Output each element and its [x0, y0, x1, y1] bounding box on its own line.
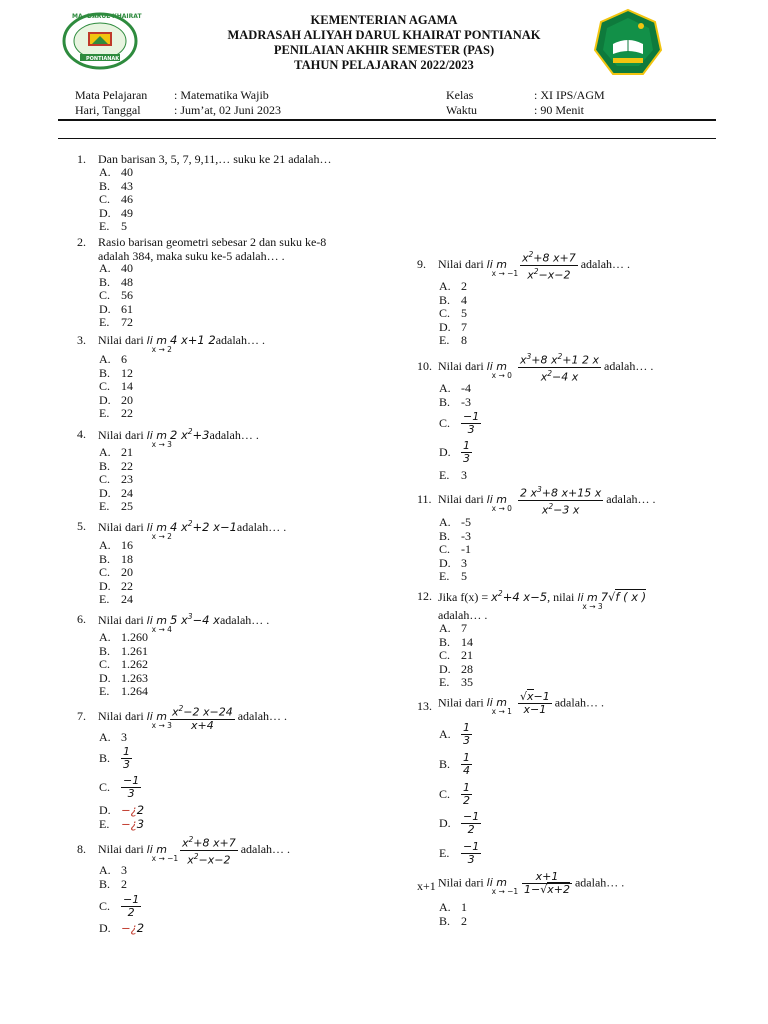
header-divider [58, 119, 716, 121]
question-text: Nilai dari li m x → 2 4 x+1 2adalah… . [98, 333, 265, 354]
option: E. 3 [439, 468, 467, 482]
question-4 [77, 427, 259, 449]
mapel-value: : Matematika Wajib [174, 88, 269, 102]
option: B. -3 [439, 395, 471, 409]
q9-options [439, 280, 467, 348]
option: A. 7 [439, 621, 467, 635]
question-number: 12. [417, 589, 432, 603]
fraction: $\frac{x^2-2 x-24}{x+4}$ [171, 704, 233, 732]
fraction: $\frac{-1}{2}$ [123, 893, 140, 919]
fraction: $\frac{1}{3}$ [123, 745, 130, 771]
option: D. −¿2 [99, 803, 145, 817]
option: B. 12 [99, 365, 133, 380]
option: A. 1.260 [99, 630, 148, 644]
q1-options [99, 166, 133, 234]
option: B. 2 [99, 877, 127, 891]
fraction: $\frac{x^2+8 x+7}{x^2-x-2}$ [181, 835, 236, 867]
option: A. -4 [439, 381, 471, 395]
option: C. 20 [99, 565, 133, 580]
option: E. 25 [99, 499, 133, 514]
option: D. 24 [99, 485, 133, 500]
option: E. −¿3 [99, 817, 145, 831]
option: A. 2 [439, 279, 467, 293]
limit-symbol: li m x → 0 [486, 359, 512, 380]
limit-symbol: li m x → 3 [146, 710, 172, 731]
question-10-text: Nilai dari li m x → 0 $\frac{x^3+8 x^2+1 2 x}{x^2-4 x}$ adalah… . [438, 352, 654, 384]
question-number: 10. [417, 359, 432, 373]
option: C. 56 [99, 288, 133, 303]
q12-options [439, 622, 473, 690]
header-divider-thin [58, 138, 716, 139]
limit-symbol: li m x → −1 [146, 842, 179, 863]
fraction: $\frac{x^3+8 x^2+1 2 x}{x^2-4 x}$ [519, 352, 600, 384]
fraction: $\frac{-1}{3}$ [463, 410, 480, 436]
option: D. $\frac{-1}{2}$ [439, 810, 480, 836]
question-text: Dan barisan 3, 5, 7, 9,11,… suku ke 21 adalah… [98, 152, 332, 166]
limit-symbol: li m x → −1 [486, 876, 519, 897]
waktu-value: : 90 Menit [534, 103, 584, 117]
question-number: 13. [417, 699, 432, 713]
option: A. 21 [99, 445, 133, 459]
question-6 [77, 612, 270, 634]
question-number: 7. [77, 709, 86, 723]
school-logo-bottom: PONTIANAK [86, 56, 120, 62]
question-2-line2: adalah 384, maka suku ke-5 adalah… . [98, 249, 285, 263]
kelas-value: : XI IPS/AGM [534, 88, 605, 102]
option: B. -3 [439, 528, 471, 543]
fraction: $\frac{x^2+8 x+7}{x^2-x-2}$ [521, 250, 576, 282]
question-1 [77, 152, 332, 167]
question-2 [77, 235, 327, 250]
question-12 [417, 589, 647, 611]
option: E. 24 [99, 592, 133, 607]
question-number: 4. [77, 427, 86, 441]
option: D. 61 [99, 301, 133, 316]
limit-symbol: li m x → 1 [486, 696, 512, 717]
fraction: $\frac{-1}{2}$ [463, 810, 480, 836]
option: C. 46 [99, 192, 133, 207]
question-13-text: Nilai dari li m x → 1 $\frac{√x-1}{x-1}$ adalah… . [438, 690, 605, 717]
header-title-2: MADRASAH ALIYAH DARUL KHAIRAT PONTIANAK [227, 28, 541, 42]
fraction: $\frac{1}{2}$ [463, 781, 470, 807]
question-number: 2. [77, 235, 86, 249]
option: C. -1 [439, 542, 471, 557]
limit-symbol: li m x → 2 [146, 520, 172, 541]
question-7 [77, 709, 86, 724]
question-number: 3. [77, 333, 86, 347]
option: E. 5 [439, 569, 467, 584]
question-text: Rasio barisan geometri sebesar 2 dan suku ke-8 [98, 235, 327, 249]
q2-options [99, 262, 133, 330]
school-logo-text: MA. DARUL KHAIRAT [72, 13, 142, 20]
option: D. 1.263 [99, 670, 148, 685]
option: A. 3 [99, 730, 127, 744]
q3-options [99, 353, 133, 421]
option: D. 49 [99, 205, 133, 220]
limit-symbol: li m x → 4 [146, 613, 172, 634]
option: A. 3 [99, 863, 127, 877]
option: A. $\frac{1}{3}$ [439, 721, 470, 747]
option: C. $\frac{-1}{2}$ [99, 893, 140, 919]
fraction: $\frac{1}{4}$ [463, 751, 470, 777]
option: B. 1.261 [99, 643, 148, 658]
option: D. 28 [439, 661, 473, 676]
option: D. $\frac{1}{3}$ [439, 439, 470, 465]
q14-options [439, 901, 467, 928]
option: D. −¿2 [99, 921, 145, 935]
option: E. 22 [99, 406, 133, 421]
option: E. 1.264 [99, 684, 148, 699]
option: D. 22 [99, 578, 133, 593]
option: E. 5 [99, 219, 127, 234]
square-root: √f ( x ) [608, 589, 647, 604]
fraction: $\frac{x+1}{1-√x+2}$ [523, 870, 570, 896]
question-5 [77, 519, 287, 541]
question-11-text: Nilai dari li m x → 0 $\frac{2 x^3+8 x+15 x}{x^2-3 x}$ adalah… . [438, 485, 656, 517]
option: B. 48 [99, 274, 133, 289]
option: B. 4 [439, 292, 467, 307]
question-13 [417, 699, 432, 714]
hari-label: Hari, Tanggal [75, 103, 141, 117]
question-7-text: Nilai dari li m x → 3 $\frac{x^2-2 x-24}{x+4}$ adalah… . [98, 704, 288, 732]
question-14 [417, 879, 436, 894]
option: D. 7 [439, 319, 467, 334]
option: E. $\frac{-1}{3}$ [439, 840, 480, 866]
question-text: Nilai dari li m x → 4 5 $x^3-4$ xadalah… . [98, 612, 270, 634]
limit-symbol: li m x → 3 [577, 590, 603, 611]
option: A. 6 [99, 352, 127, 366]
option: C. $\frac{1}{2}$ [439, 781, 470, 807]
limit-symbol: li m x → 3 [146, 428, 172, 449]
question-14-text: Nilai dari li m x → −1 $\frac{x+1}{1-√x+2}$ adalah… . [438, 870, 625, 897]
question-number: 9. [417, 257, 426, 271]
option: A. 16 [99, 538, 133, 552]
q4-options [99, 446, 133, 514]
question-8 [77, 842, 86, 857]
q11-options [439, 516, 471, 584]
question-number: x+1 [417, 879, 436, 893]
limit-symbol: li m x → 2 [146, 334, 172, 354]
option: A. -5 [439, 515, 471, 529]
question-number: 1. [77, 152, 86, 166]
fraction: $\frac{1}{3}$ [463, 439, 470, 465]
hari-value: : Jum’at, 02 Juni 2023 [174, 103, 281, 117]
option: B. 14 [439, 634, 473, 649]
option: C. 14 [99, 379, 133, 394]
option: E. 8 [439, 333, 467, 348]
waktu-label: Waktu [446, 103, 478, 117]
option: E. 35 [439, 675, 473, 690]
question-12-line2: adalah… . [438, 608, 488, 622]
fraction: $\frac{2 x^3+8 x+15 x}{x^2-3 x}$ [519, 485, 602, 517]
limit-symbol: li m x → −1 [486, 257, 519, 278]
kelas-label: Kelas [446, 88, 474, 102]
question-text: Jika $f(x) = x^2+4$ x−5, nilai li m x → 3 7√f ( x ) [438, 589, 647, 611]
question-text: Nilai dari li m x → 2 4 $x^2+2$ x−1adalah… . [98, 519, 287, 541]
mapel-label: Mata Pelajaran [75, 88, 148, 102]
option: B. $\frac{1}{4}$ [439, 751, 470, 777]
fraction: $\frac{√x-1}{x-1}$ [519, 690, 550, 716]
question-3 [77, 333, 265, 354]
option: C. 23 [99, 472, 133, 487]
question-8-text: Nilai dari li m x → −1 $\frac{x^2+8 x+7}{x^2-x-2}$ adalah… . [98, 835, 291, 867]
header-title-3: PENILAIAN AKHIR SEMESTER (PAS) [273, 43, 495, 57]
question-number: 5. [77, 519, 86, 533]
option: B. 2 [439, 913, 467, 928]
q6-options [99, 631, 148, 699]
question-text: Nilai dari li m x → 3 2 $x^2+3adalah\dots$ . [98, 427, 259, 449]
header-title-4: TAHUN PELAJARAN 2022/2023 [294, 58, 474, 72]
question-number: 6. [77, 612, 86, 626]
option: E. 72 [99, 315, 133, 330]
question-number: 8. [77, 842, 86, 856]
option: D. 20 [99, 392, 133, 407]
option: B. $\frac{1}{3}$ [99, 745, 130, 771]
option: A. 40 [99, 165, 133, 179]
option: C. $\frac{-1}{3}$ [99, 774, 140, 800]
option: C. $\frac{-1}{3}$ [439, 410, 480, 436]
question-9 [417, 257, 426, 272]
fraction: $\frac{-1}{3}$ [463, 840, 480, 866]
option: C. 5 [439, 306, 467, 321]
limit-symbol: li m x → 0 [486, 492, 512, 513]
option: B. 43 [99, 178, 133, 193]
header-title-1: KEMENTERIAN AGAMA [310, 13, 458, 27]
option: B. 22 [99, 458, 133, 473]
fraction: $\frac{1}{3}$ [463, 721, 470, 747]
option: C. 21 [439, 648, 473, 663]
question-number: 11. [417, 492, 432, 506]
option: D. 3 [439, 555, 467, 570]
fraction: $\frac{-1}{3}$ [123, 774, 140, 800]
option: A. 1 [439, 900, 467, 914]
option: A. 40 [99, 261, 133, 275]
option: B. 18 [99, 551, 133, 566]
option: C. 1.262 [99, 657, 148, 672]
question-11 [417, 492, 432, 507]
q5-options [99, 539, 133, 607]
question-9-text: Nilai dari li m x → −1 $\frac{x^2+8 x+7}{x^2-x-2}$ adalah… . [438, 250, 631, 282]
question-10 [417, 359, 432, 374]
